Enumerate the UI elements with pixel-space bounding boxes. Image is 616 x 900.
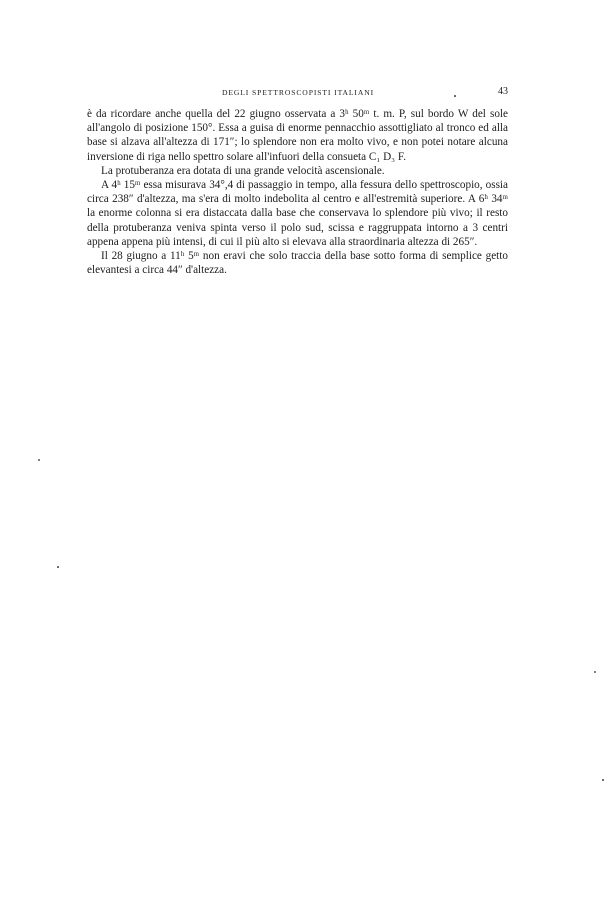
page-number: 43: [498, 86, 508, 97]
body-text: [87, 107, 508, 277]
running-head: [88, 84, 508, 100]
print-speck: [602, 779, 604, 781]
print-speck: [594, 671, 596, 673]
paragraph-3: A 4ʰ 15ᵐ essa misurava 34°,4 di passaggio in tempo, alla fessura dello spettroscopio, ossia circa 238″ d'altezza, ma s'era di molto indebolita al centro e all'estremità superiore. A 6ʰ 34ᵐ la enorme colonna si era distaccata dalla base che conservava lo splendore più vivo; il resto della protuberanza veniva spinta verso il polo sud, scissa e raggruppata intorno a 3 centri appena appena più intensi, di cui il più alto si elevava alla straordinaria altezza di 265″.: [87, 179, 508, 248]
paragraph-4: Il 28 giugno a 11ʰ 5ᵐ non eravi che solo traccia della base sotto forma di semplice getto elevantesi a circa 44″ d'altezza.: [87, 250, 508, 277]
running-title: DEGLI SPETTROSCOPISTI ITALIANI: [221, 88, 375, 97]
print-speck: [38, 459, 40, 461]
print-speck: [57, 566, 59, 568]
paragraph-2: La protuberanza era dotata di una grande velocità ascensionale.: [101, 164, 385, 177]
paragraph-1: è da ricordare anche quella del 22 giugno osservata a 3ʰ 50ᵐ t. m. P, sul bordo W del sole all'angolo di posizione 150°. Essa a guisa di enorme pennacchio assottigliato al tronco ed alla base si alzava all'altezza di 171″; lo splendore non era molto vivo, e non potei notare alcuna inversione di riga nello spettro solare all'infuori della consueta C₁ D₃ F.: [87, 108, 508, 163]
print-speck: [454, 95, 456, 97]
